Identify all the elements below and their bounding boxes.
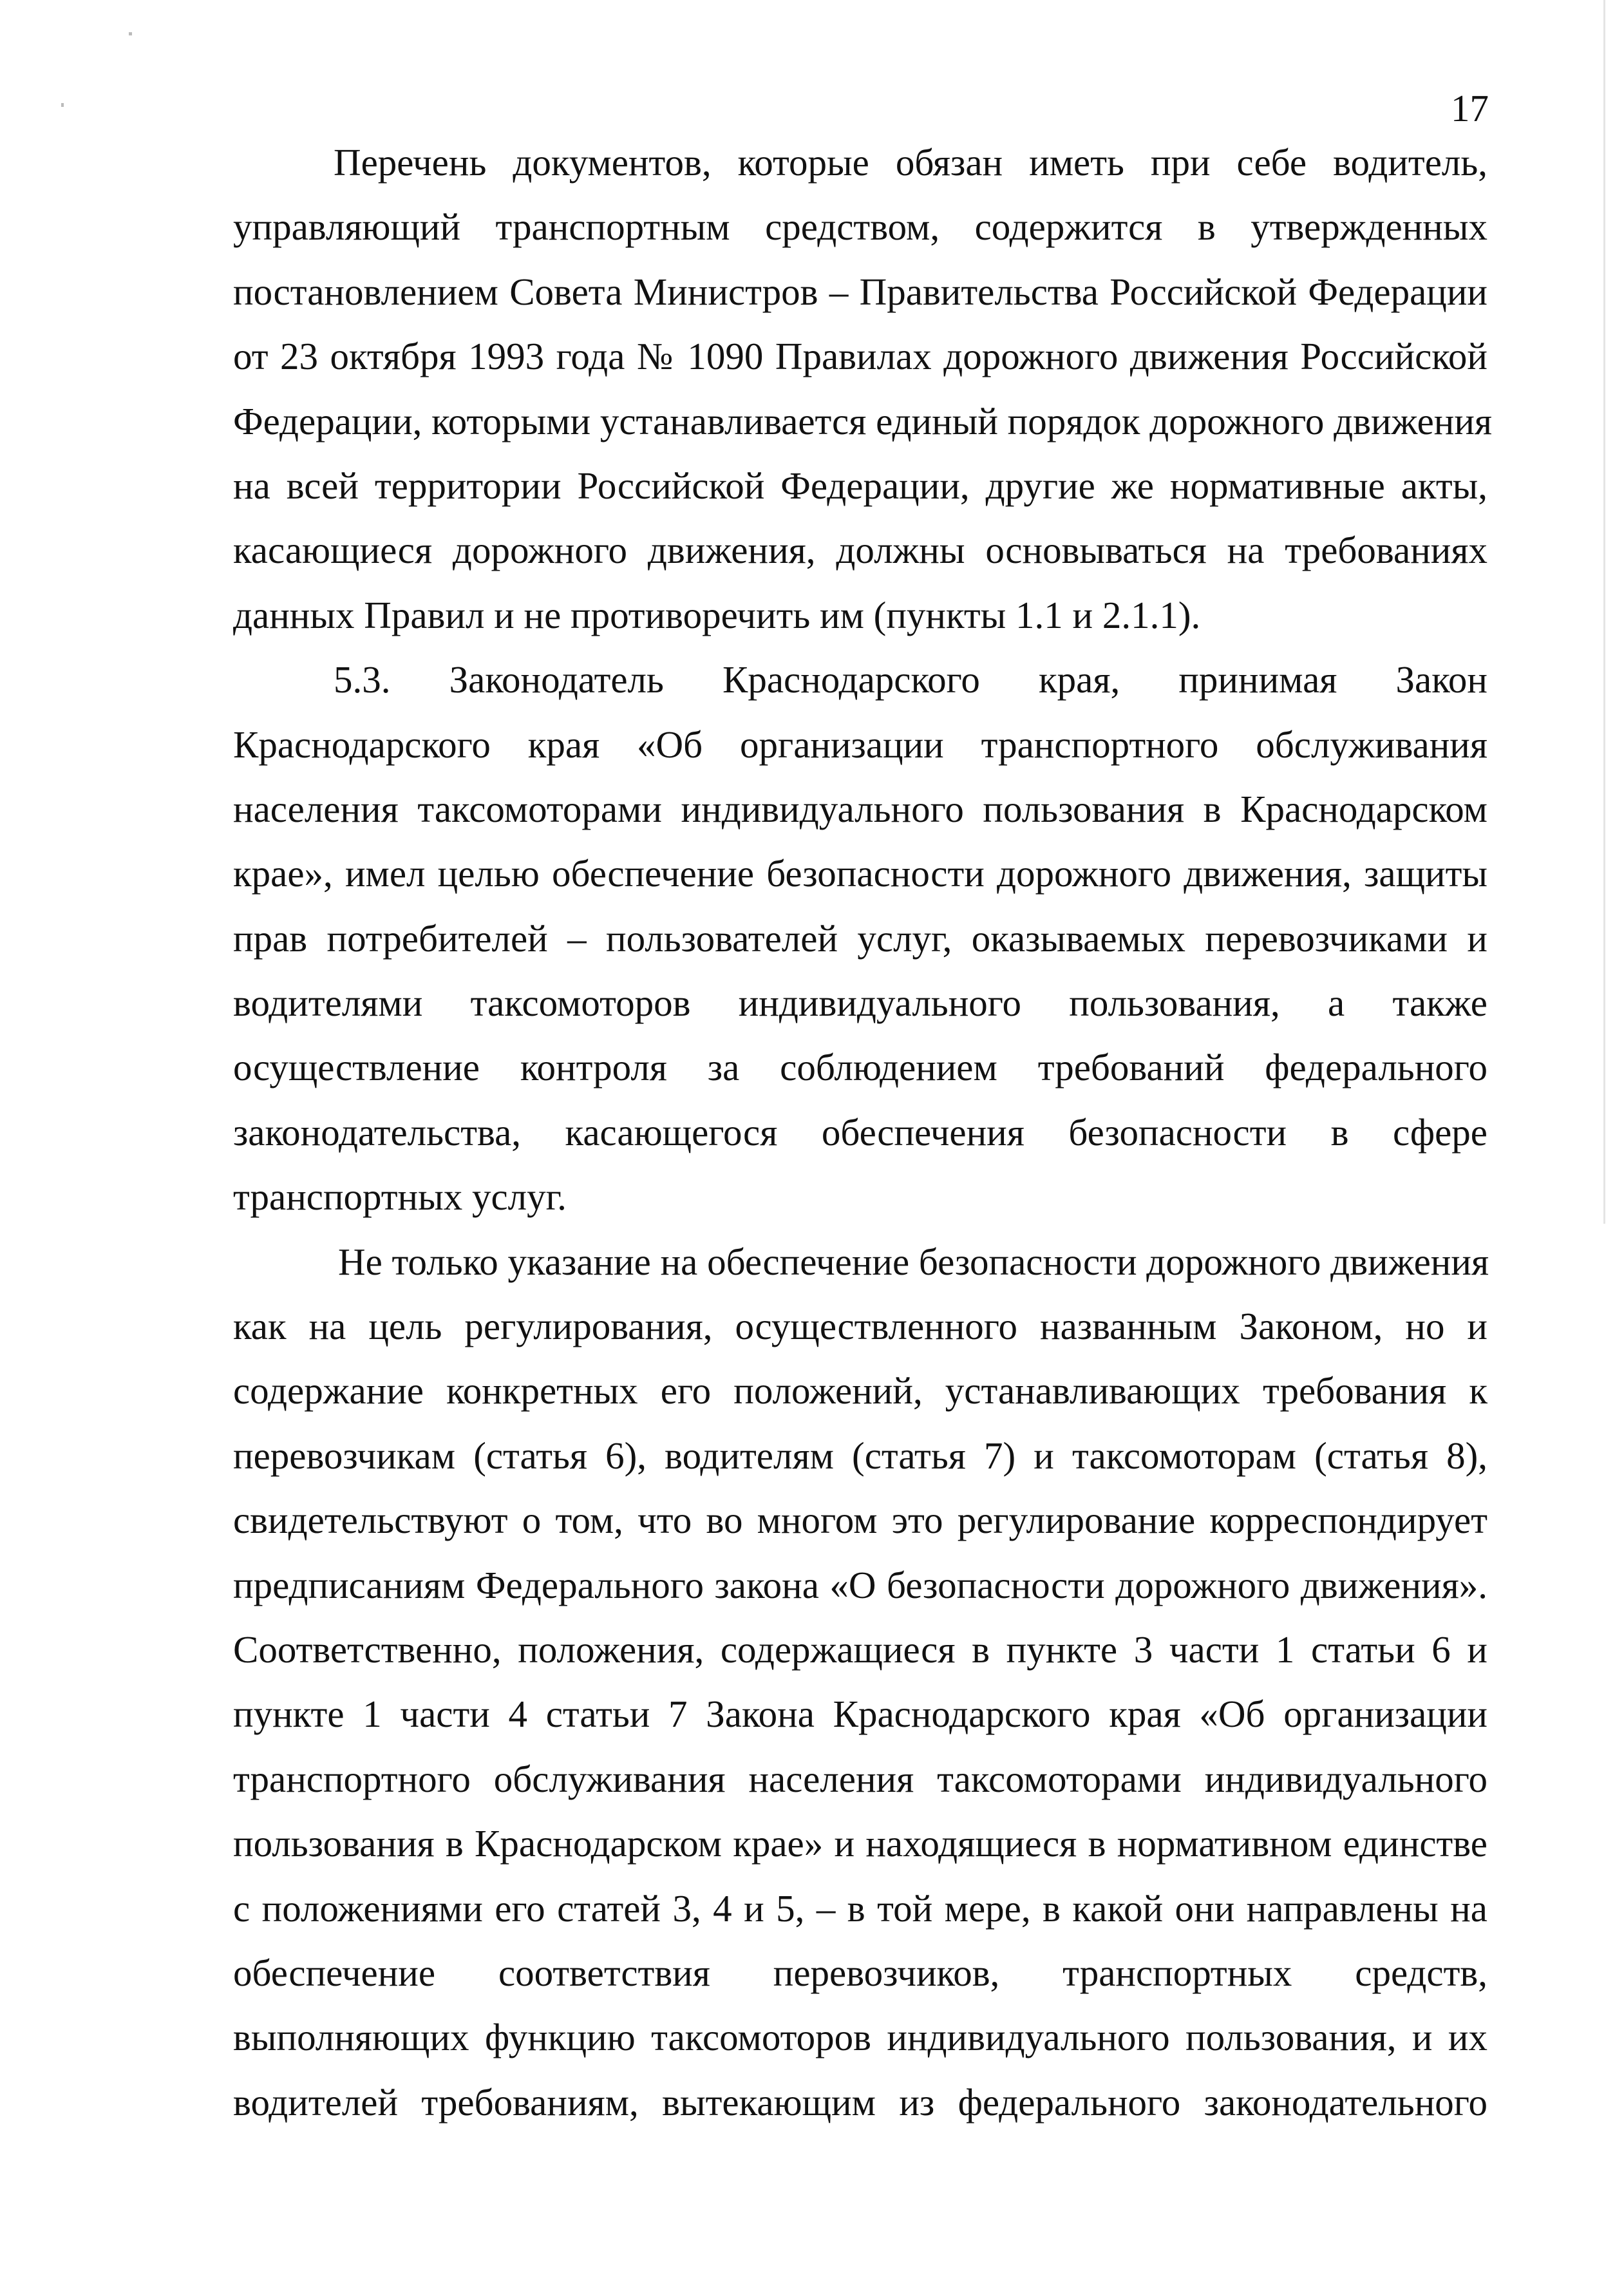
text-line: пользования в Краснодарском крае» и находящиеся в нормативном единстве	[233, 1822, 1487, 1865]
text-line: на всей территории Российской Федерации, другие же нормативные акты,	[233, 464, 1487, 507]
scan-speck	[129, 32, 132, 35]
text-line: от 23 октября 1993 года № 1090 Правилах дорожного движения Российской	[233, 335, 1487, 378]
paragraph	[233, 1230, 1487, 2134]
text-line: транспортного обслуживания населения таксомоторами индивидуального	[233, 1757, 1487, 1800]
text-line: крае», имел целью обеспечение безопасности дорожного движения, защиты	[233, 852, 1487, 895]
text-line: 5.3. Законодатель Краснодарского края, принимая Закон	[334, 658, 1487, 701]
text-line: Соответственно, положения, содержащиеся в пункте 3 части 1 статьи 6 и	[233, 1628, 1487, 1671]
paragraph	[233, 130, 1493, 647]
text-line: осуществление контроля за соблюдением требований федерального	[233, 1046, 1487, 1089]
text-line: Не только указание на обеспечение безопасности дорожного движения	[338, 1240, 1489, 1283]
text-line: управляющий транспортным средством, содержится в утвержденных	[233, 205, 1487, 249]
text-line: данных Правил и не противоречить им (пункты 1.1 и 2.1.1).	[233, 593, 1201, 636]
text-line: свидетельствуют о том, что во многом это регулирование корреспондирует	[233, 1499, 1487, 1542]
text-line: перевозчикам (статья 6), водителям (статья 7) и таксомоторам (статья 8),	[233, 1434, 1487, 1477]
text-line: транспортных услуг.	[233, 1175, 567, 1219]
paragraph	[233, 647, 1487, 1230]
page-number: 17	[1451, 87, 1489, 129]
document-body	[233, 130, 1493, 2134]
text-line: пункте 1 части 4 статьи 7 Закона Краснодарского края «Об организации	[233, 1693, 1487, 1736]
text-line: с положениями его статей 3, 4 и 5, – в той мере, в какой они направлены на	[233, 1886, 1487, 1930]
text-line: прав потребителей – пользователей услуг, оказываемых перевозчиками и	[233, 917, 1487, 960]
scan-edge-marks	[1603, 0, 1605, 1224]
text-line: водителей требованиям, вытекающим из федерального законодательного	[233, 2080, 1487, 2124]
text-line: законодательства, касающегося обеспечения безопасности в сфере	[233, 1110, 1487, 1154]
text-line: водителями таксомоторов индивидуального пользования, а также	[233, 982, 1487, 1025]
text-line: касающиеся дорожного движения, должны основываться на требованиях	[233, 529, 1487, 572]
text-line: Федерации, которыми устанавливается единый порядок дорожного движения	[233, 399, 1493, 442]
text-line: населения таксомоторами индивидуального пользования в Краснодарском	[233, 787, 1487, 830]
scan-speck	[61, 103, 64, 107]
text-line: Перечень документов, которые обязан иметь при себе водитель,	[334, 141, 1487, 184]
text-line: обеспечение соответствия перевозчиков, транспортных средств,	[233, 1951, 1487, 1994]
text-line: постановлением Совета Министров – Правительства Российской Федерации	[233, 270, 1487, 313]
text-line: содержание конкретных его положений, устанавливающих требования к	[233, 1369, 1487, 1412]
text-line: Краснодарского края «Об организации транспортного обслуживания	[233, 723, 1487, 766]
text-line: предписаниям Федерального закона «О безопасности дорожного движения».	[233, 1563, 1487, 1606]
text-line: как на цель регулирования, осуществленного названным Законом, но и	[233, 1305, 1487, 1348]
text-line: выполняющих функцию таксомоторов индивидуального пользования, и их	[233, 2016, 1487, 2059]
